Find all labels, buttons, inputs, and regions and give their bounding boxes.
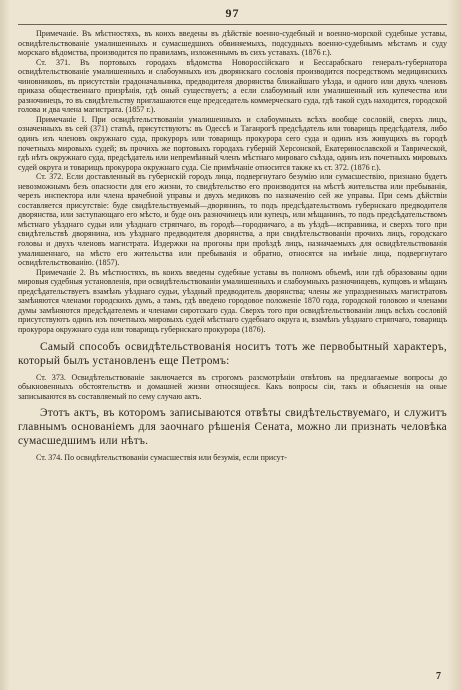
page-number: 97 [225,6,240,20]
commentary-heading: Самый способъ освидѣтельствованія носитъ тотъ же первобытный характеръ, который былъ установленъ еще Петромъ: [18,340,447,367]
article-371: Ст. 371. Въ портовыхъ городахъ вѣдомства Новороссійскаго и Бессарабскаго генералъ-губернатора освидѣтельствованіе умалишенныхъ и слабоумныхъ изъ дворянскаго сословія производится посредствомъ медицинскихъ чиновниковъ, въ присутствіи градоначальника, предводителя дворянства ближайшаго уѣзда, и одного или двухъ членовъ приказа общественнаго призрѣнія, гдѣ оный существуетъ; а если слабоумный или умалишенный изъ купечества или разночинецъ, то въ свидѣтельству приглашаются еще председатель коммерческаго суда, гдѣ такой судъ находится, городской голова и два члена магистрата. (1857 г.). [18,57,447,115]
note-military-courts: Примечаніе. Въ мѣстностяхъ, въ коихъ введены въ дѣйствіе военно-судебный и военно-морской судебные уставы, освидѣтельствованіе умалишенныхъ и сумасшедшихъ обвиняемыхъ, подсудныхъ военно-судебнымъ мѣстамъ и суду морскаго вѣдомства, производится по правиламъ, изложеннымъ въ сихъ уставахъ. (1876 г.). [18,29,447,58]
signature-mark: 7 [436,671,441,682]
header-rule [18,24,447,25]
article-374: Ст. 374. По освидѣтельствованіи сумасшествія или безумія, если присут- [36,453,287,463]
commentary-paragraph: Этотъ актъ, въ которомъ записываются отвѣты свидѣтельствуемаго, и служитъ главнымъ основаніемъ для заочнаго рѣшенія Сената, можно ли признать человѣка сумасшедшимъ или нѣтъ. [18,407,447,448]
note-1: Примечаніе I. При освидѣтельствованіи умалишенныхъ и слабоумныхъ всѣхъ вообще сословій, сверхъ лицъ, означенныхъ въ сей (371) статьѣ, присутствуютъ: въ Одессѣ и Таганрогѣ предсѣдатель или товарищъ предсѣдателя, либо одинъ изъ членовъ окружнаго суда, прокуроръ или товарищъ прокурора сего суда и одинъ изъ живущихъ въ городѣ почетныхъ мировыхъ судей; въ прочихъ же портовыхъ городахъ губерній Херсонской, Екатеринославской и Таврической, гдѣ нѣтъ окружнаго суда, предсѣдатель или непремѣнный членъ мѣстнаго мироваго съѣзда, одинъ изъ почетныхъ мировыхъ судей округа и товарищъ прокурора окружнаго суда. Сіе примѣчаніе относится также къ ст. 372. (1876 г.). [18,114,447,172]
article-373: Ст. 373. Освидѣтельствованіе заключается въ строгомъ разсмотрѣніи отвѣтовъ на предлагаемые вопросы до обыкновенныхъ обстоятельствъ и домашней жизни относящіеся. Какъ вопросы сіи, такъ и объясненія на оные записываются въ составляемый по сему случаю актъ. [18,372,447,401]
article-372: Ст. 372. Если доставленный въ губернскій городъ лица, подвергнутаго безумію или сумасшествію, признано будетъ невозможнымъ безъ опасности для его жизни, то свидѣтельство его производится на мѣстѣ жительства или пребыванія, черезъ инспектора или члена врачебной управы и двухъ медиковъ по назначенію сей же управы. При семъ дѣйствіи составляется присутствіе: буде свидѣтельствуемый—дворянинъ, то подъ предсѣдательствомъ губернскаго предводителя дворянства, или заступающаго его мѣсто, и буде онъ разночинецъ или купецъ, или мѣщанинъ, то подъ предсѣдательствомъ мѣстнаго уѣзднаго судьи или уѣзднаго стряпчаго, въ городѣ—городничаго, а въ уѣздѣ—исправника, и сверхъ того при свидѣтельствѣ дворянина, изъ уѣзднаго предводителя дворянства, а при свидѣтельствованіи прочихъ лицъ, городскаго головы и двухъ членовъ магистрата. Издержки на прогоны при проѣздѣ лицъ, назначаемыхъ для освидѣтельствованія умалишеннаго, на мѣсто его жительства или пребыванія и обратно, относятся на имѣніе лица, подвергнутаго освидѣтельствованію. (1857). [18,172,447,268]
note-2: Примечаніе 2. Въ мѣстностяхъ, въ коихъ введены судебные уставы въ полномъ объемѣ, или гдѣ образованы одни мировыя судебныя установленія, при освидѣтельствованіи умалишенныхъ и слабоумныхъ разночинцевъ, купцовъ и мѣщанъ предсѣдательствуетъ взамѣнъ уѣзднаго судьи, уѣздный предводитель дворянства; члены же упраздненныхъ магистратовъ замѣняются членами городскихъ думъ, а тамъ, гдѣ введено городовое положеніе 1870 года, городской головою и членами думы замѣняются предсѣдателемъ и членами сиротскаго суда. Сверхъ того при освидѣтельствованіи лицъ всѣхъ сословій присутствуютъ одинъ изъ почетныхъ мировыхъ судей мѣстнаго судебнаго округа и, взамѣнъ уѣзднаго стряпчаго, товарищъ прокурора окружнаго суда или товарищъ губернскаго прокурора (1876). [18,267,447,334]
